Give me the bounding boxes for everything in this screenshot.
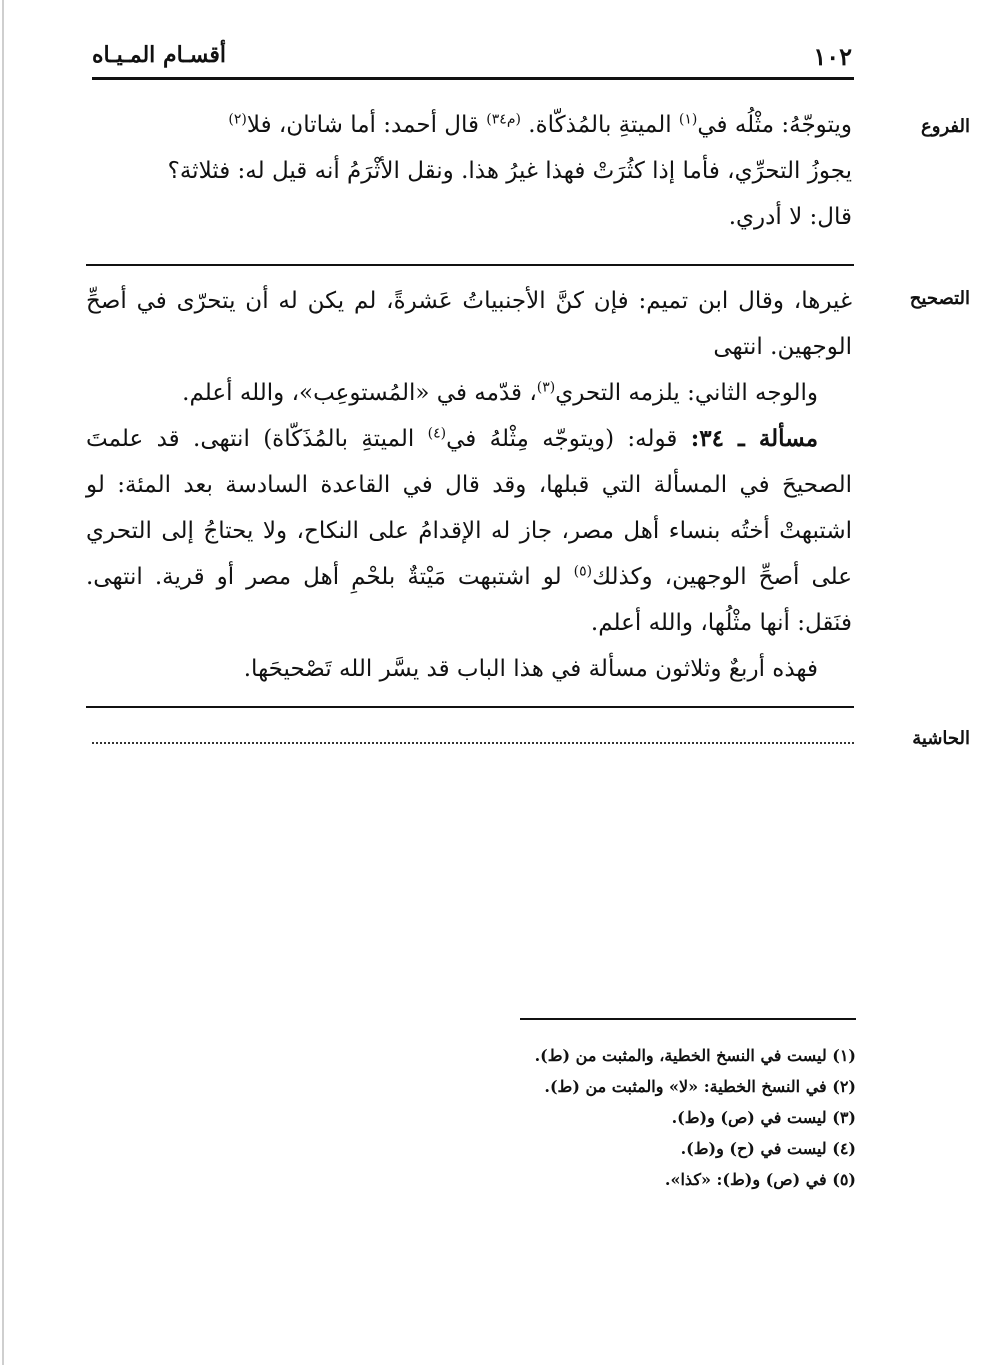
tashih-paragraph-4: فهذه أربعٌ وثلاثون مسألة في هذا الباب قد يسَّر الله تَصْحيحَها. — [243, 656, 818, 682]
furu-line1-middle: الميتةِ بالمُذكّاة. — [528, 112, 672, 138]
running-header — [92, 40, 852, 74]
footnote-5: (٥) في (ص) و(ط): «كذا». — [664, 1170, 856, 1189]
footnote-rule — [520, 1018, 856, 1020]
page-number: ١٠٢ — [813, 42, 852, 71]
section-label-hashiya: الحاشية — [912, 728, 970, 749]
footnote-ref-3: (٣) — [536, 379, 556, 396]
section-rule-2 — [86, 706, 854, 708]
tashih-p3-middle: الميتةِ بالمُذَكّاة) انتهى. قد علمتَ الصحيحَ في المسألة التي قبلها، وقد قال في القاعدة السادسة بعد المئة: لو اشتبهتْ أختُه بنساء أهل مصر، جاز له الإقدامُ على النكاح، ولا يحتاجُ إلى التحري على أصحِّ الوجهين، وكذلك — [86, 426, 853, 590]
footnote-4: (٤) ليست في (ح) و(ط). — [680, 1139, 856, 1158]
section-label-tashih: التصحيح — [909, 288, 970, 309]
furu-line-1 — [86, 102, 852, 148]
hashiya-dotted-line — [92, 742, 854, 744]
section-rule-1 — [86, 264, 854, 266]
footnote-ref-2: (٢) — [228, 111, 247, 128]
footnote-ref-4: (٤) — [427, 425, 447, 442]
tashih-p3-after: لو اشتبهت مَيْتةٌ بلحْمِ أهل مصر أو قرية. انتهى. فنَقل: أنها مثْلُها، والله أعلم. — [86, 564, 852, 636]
footnote-1: (١) ليست في النسخ الخطية، والمثبت من (ط). — [534, 1046, 856, 1065]
footnote-ref-5: (٥) — [573, 563, 593, 580]
furu-line-3: قال: لا أدري. — [728, 204, 852, 230]
furu-line-2: يجوزُ التحرِّي، فأما إذا كثُرَتْ فهذا غيرُ هذا. ونقل الأثْرَمُ أنه قيل له: فثلاثة؟ — [167, 158, 852, 184]
tashih-p3-before: قوله: (ويتوجّه مِثْلهُ في — [446, 426, 678, 452]
section-label-furu: الفروع — [921, 116, 970, 137]
tashih-paragraph-3 — [86, 416, 852, 646]
footnote-3: (٣) ليست في (ص) و(ط). — [671, 1108, 856, 1127]
masala-heading: مسألة ـ ٣٤: — [690, 425, 819, 452]
furu-text — [86, 102, 852, 240]
tashih-text — [86, 278, 852, 692]
tashih-p2-after: ، قدّمه في «المُستوعِب»، والله أعلم. — [182, 380, 537, 406]
binding-edge — [2, 0, 4, 1365]
tashih-p2-before: والوجه الثاني: يلزمه التحري — [555, 380, 818, 406]
footnote-ref-1: (١) — [678, 111, 698, 128]
header-rule — [92, 77, 854, 80]
footnote-2: (٢) في النسخ الخطية: «لا» والمثبت من (ط). — [544, 1077, 856, 1096]
footnotes — [300, 1040, 856, 1195]
furu-line1-before: ويتوجّهُ: مثْلُه في — [697, 112, 852, 138]
furu-line1-after: قال أحمد: أما شاتان، فلا — [246, 112, 479, 138]
tashih-paragraph-1: غيرها، وقال ابن تميم: فإن كنَّ الأجنبياتُ عَشرةً، لم يكن له أن يتحرّى في أصحِّ الوجهين. انتهى — [86, 288, 852, 360]
cross-ref-marker: (م٣٤) — [486, 111, 521, 128]
tashih-paragraph-2 — [86, 370, 852, 416]
running-title: أقسـام المـيـاه — [92, 42, 226, 68]
